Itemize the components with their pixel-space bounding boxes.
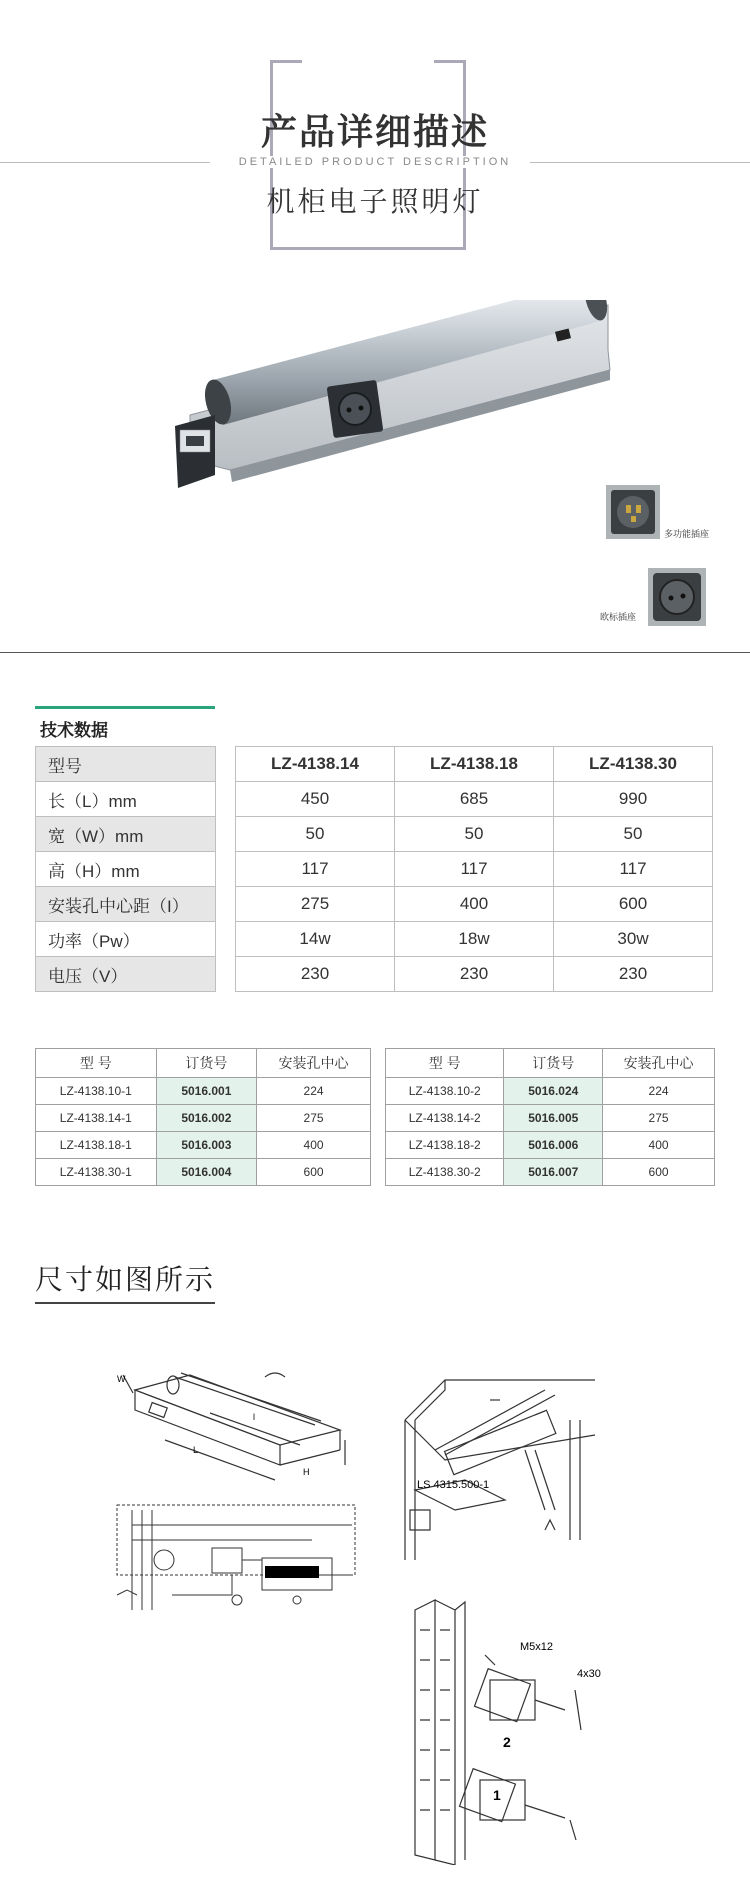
tech-row: [36, 922, 713, 957]
page-header: [0, 0, 750, 260]
order-header-row: [386, 1049, 715, 1078]
order-hole-center: 275: [603, 1105, 715, 1132]
wiring-diagram: [112, 1500, 362, 1615]
dimension-diagram-top: [115, 1365, 365, 1485]
tech-cell: 600: [554, 887, 713, 922]
order-model: LZ-4138.14-1: [36, 1105, 157, 1132]
product-photo: [0, 300, 750, 640]
tech-cell: 117: [395, 852, 554, 887]
order-hole-center: 600: [257, 1159, 371, 1186]
tech-row: [36, 887, 713, 922]
dim-label-m5: M5x12: [520, 1641, 554, 1653]
order-hole-center: 400: [257, 1132, 371, 1159]
tech-row-label: 电压（V）: [36, 957, 216, 992]
order-header-cell: 安装孔中心: [257, 1049, 371, 1078]
tech-cell: 230: [236, 957, 395, 992]
order-number: 5016.002: [156, 1105, 257, 1132]
dimensions-title: 尺寸如图所示: [35, 1258, 215, 1304]
order-number: 5016.004: [156, 1159, 257, 1186]
dim-label-w: W: [117, 1374, 126, 1384]
tech-cell: 990: [554, 782, 713, 817]
tech-cell: 18w: [395, 922, 554, 957]
page-subtitle-cn: 机柜电子照明灯: [266, 186, 484, 217]
order-row: [386, 1159, 715, 1186]
tech-cell: 30w: [554, 922, 713, 957]
tech-cell: 230: [395, 957, 554, 992]
order-row: [386, 1132, 715, 1159]
tech-data-table: [35, 746, 713, 992]
order-number: 5016.005: [504, 1105, 603, 1132]
order-hole-center: 600: [603, 1159, 715, 1186]
tech-cell: 50: [554, 817, 713, 852]
order-hole-center: 275: [257, 1105, 371, 1132]
order-header-cell: 安装孔中心: [603, 1049, 715, 1078]
order-model: LZ-4138.18-1: [36, 1132, 157, 1159]
header-rule-right: [528, 162, 750, 163]
tech-row-label: 宽（W）mm: [36, 817, 216, 852]
tech-cell: 50: [236, 817, 395, 852]
order-model: LZ-4138.30-1: [36, 1159, 157, 1186]
order-header-cell: 型 号: [386, 1049, 504, 1078]
dim-label-ls: LS 4315.500-1: [417, 1479, 490, 1491]
dim-label-4x30: 4x30: [577, 1668, 601, 1680]
tech-cell: 14w: [236, 922, 395, 957]
tech-row: [36, 782, 713, 817]
order-number: 5016.006: [504, 1132, 603, 1159]
tech-cell: LZ-4138.30: [554, 747, 713, 782]
tech-row-label: 安装孔中心距（I）: [36, 887, 216, 922]
header-rule-left: [0, 162, 210, 163]
order-row: [36, 1159, 371, 1186]
tech-cell: 275: [236, 887, 395, 922]
tech-row: [36, 747, 713, 782]
order-header-cell: 订货号: [504, 1049, 603, 1078]
dim-label-1: 1: [493, 1787, 501, 1803]
order-table-right: [385, 1048, 715, 1186]
tech-accent-line: [35, 706, 215, 709]
order-row: [36, 1078, 371, 1105]
order-model: LZ-4138.14-2: [386, 1105, 504, 1132]
tech-cell: LZ-4138.14: [236, 747, 395, 782]
order-row: [36, 1105, 371, 1132]
tech-cell: 50: [395, 817, 554, 852]
order-model: LZ-4138.10-1: [36, 1078, 157, 1105]
order-model: LZ-4138.30-2: [386, 1159, 504, 1186]
order-header-row: [36, 1049, 371, 1078]
header-frame: [270, 60, 466, 250]
tech-data-title: 技术数据: [40, 721, 108, 740]
multi-socket-label: 多功能插座: [664, 529, 710, 539]
dim-label-2: 2: [503, 1734, 511, 1750]
mounting-diagram: [405, 1580, 620, 1865]
order-hole-center: 224: [603, 1078, 715, 1105]
tech-cell: 450: [236, 782, 395, 817]
tech-row: [36, 957, 713, 992]
order-number: 5016.024: [504, 1078, 603, 1105]
tech-row-label: 长（L）mm: [36, 782, 216, 817]
order-number: 5016.003: [156, 1132, 257, 1159]
order-model: LZ-4138.10-2: [386, 1078, 504, 1105]
order-header-cell: 订货号: [156, 1049, 257, 1078]
tech-cell: 230: [554, 957, 713, 992]
page-subtitle-en: DETAILED PRODUCT DESCRIPTION: [220, 156, 530, 168]
tech-row-label: 功率（Pw）: [36, 922, 216, 957]
tech-row: [36, 852, 713, 887]
order-hole-center: 224: [257, 1078, 371, 1105]
tech-cell: LZ-4138.18: [395, 747, 554, 782]
order-row: [386, 1078, 715, 1105]
order-model: LZ-4138.18-2: [386, 1132, 504, 1159]
order-number: 5016.001: [156, 1078, 257, 1105]
dim-label-l-small: l: [253, 1412, 255, 1422]
tech-row-label: 高（H）mm: [36, 852, 216, 887]
tech-cell: 117: [554, 852, 713, 887]
page-title: 产品详细描述: [260, 111, 489, 152]
dim-label-l-big: L: [193, 1445, 199, 1455]
lamp-illustration: [0, 300, 750, 640]
order-table-left: [35, 1048, 371, 1186]
tech-row-label: 型号: [36, 747, 216, 782]
order-hole-center: 400: [603, 1132, 715, 1159]
euro-socket-label: 欧标插座: [600, 612, 637, 622]
section-divider: [0, 652, 750, 653]
installation-diagram: [395, 1360, 610, 1570]
tech-cell: 685: [395, 782, 554, 817]
tech-row: [36, 817, 713, 852]
order-header-cell: 型 号: [36, 1049, 157, 1078]
order-number: 5016.007: [504, 1159, 603, 1186]
tech-cell: 400: [395, 887, 554, 922]
tech-cell: 117: [236, 852, 395, 887]
dim-label-h: H: [303, 1467, 310, 1477]
order-row: [36, 1132, 371, 1159]
order-row: [386, 1105, 715, 1132]
